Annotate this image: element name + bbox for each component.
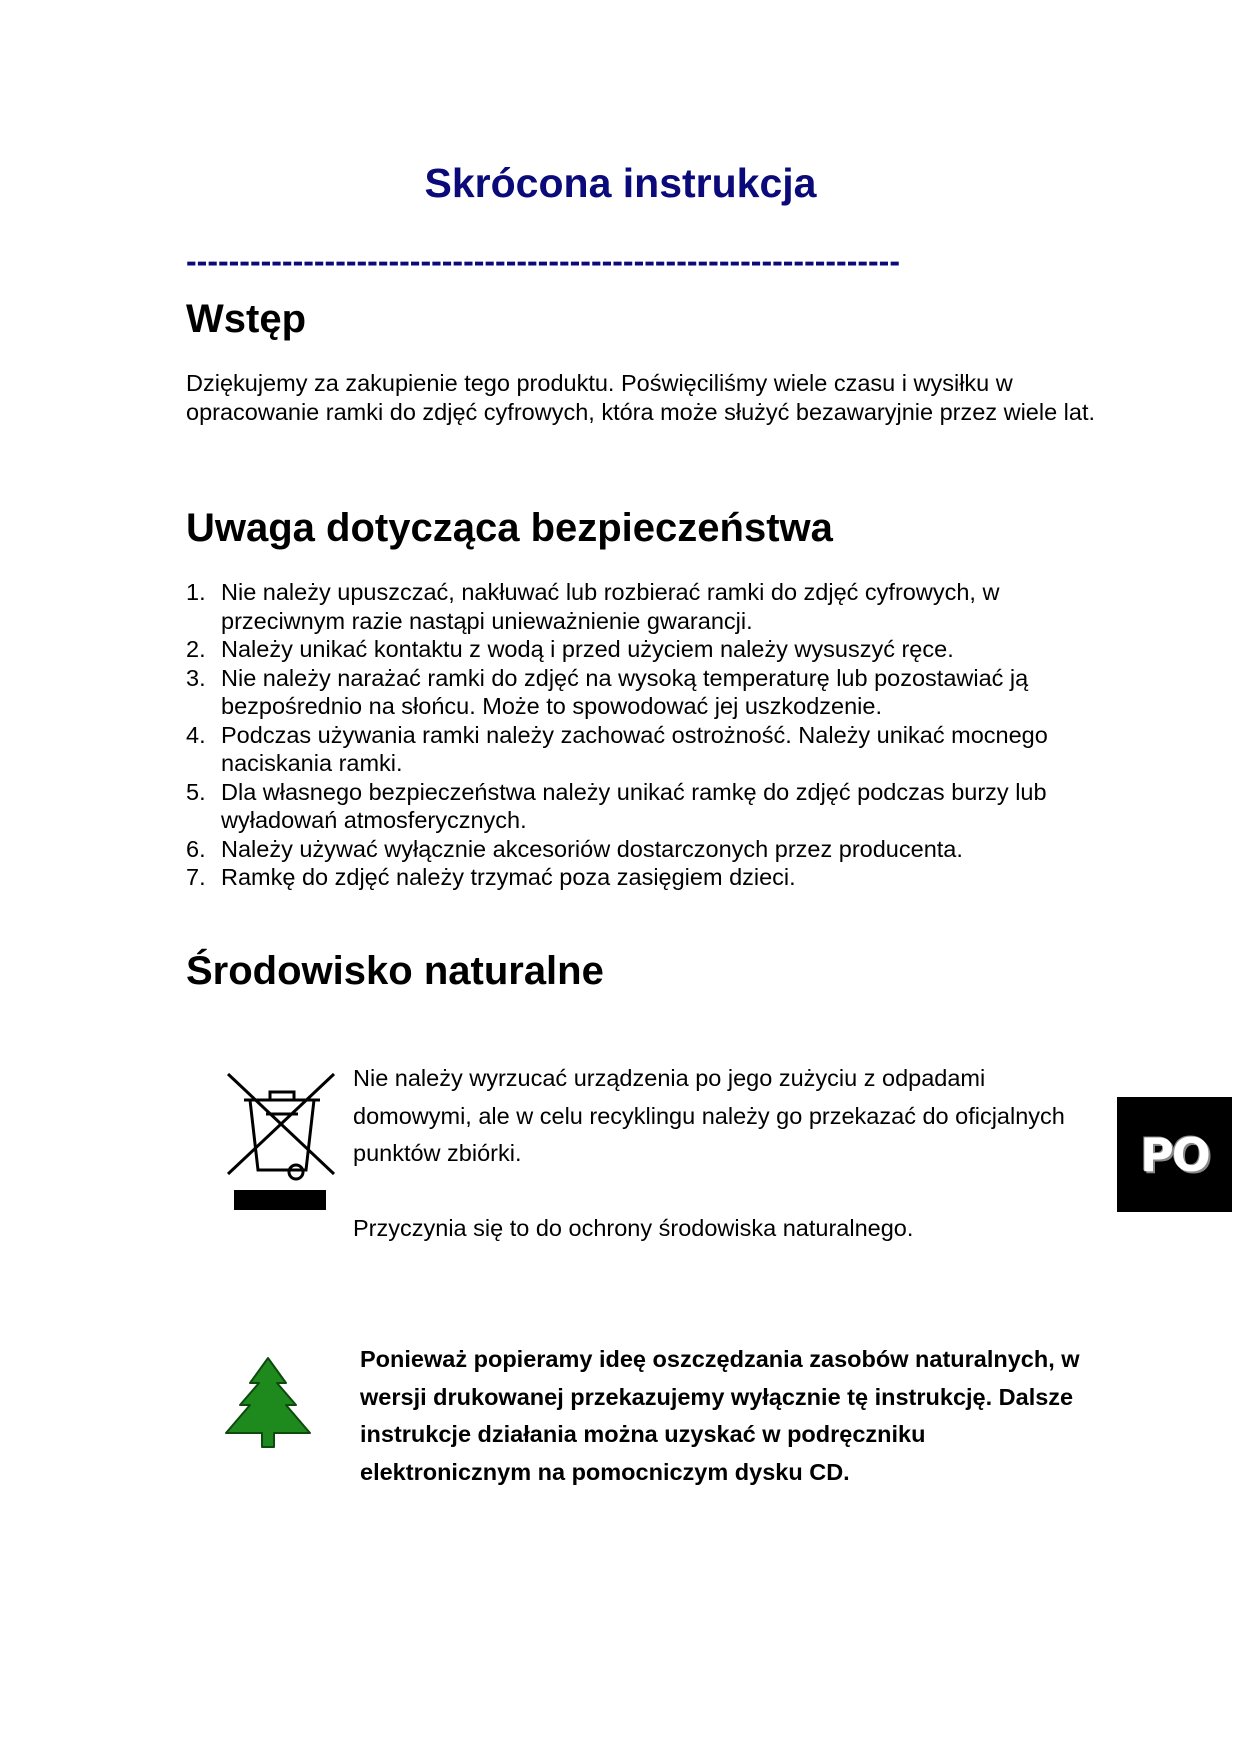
list-item: 5. Dla własnego bezpieczeństwa należy unikać ramkę do zdjęć podczas burzy lub wyładowań atmosferycznych.: [186, 778, 1047, 833]
reason-text: Przyczynia się to do ochrony środowiska naturalnego.: [353, 1215, 914, 1241]
environment-heading: Środowisko naturalne: [186, 949, 604, 993]
title-divider: -------------------------------------------------------------------: [186, 243, 900, 279]
list-item: 3. Nie należy narażać ramki do zdjęć na wysoką temperaturę lub pozostawiać ją bezpośrednio na słońcu. Może to spowodować jej uszkodzenie.: [186, 664, 1029, 719]
list-item: 7. Ramkę do zdjęć należy trzymać poza zasięgiem dzieci.: [186, 864, 796, 890]
page-title: Skrócona instrukcja: [424, 160, 817, 206]
crossed-out-wheelie-bin-icon: [222, 1070, 342, 1220]
green-tree-icon: [222, 1355, 314, 1455]
list-item: 4. Podczas używania ramki należy zachować ostrożność. Należy unikać mocnego naciskania ramki.: [186, 721, 1048, 776]
paper-saving-text: Ponieważ popieramy ideę oszczędzania zasobów naturalnych, w wersji drukowanej przekazujemy wyłącznie tę instrukcję. Dalsze instrukcje działania można uzyskać w podręczniku elektronicznym na pomocniczym dysku CD.: [360, 1346, 1080, 1485]
list-item: 2. Należy unikać kontaktu z wodą i przed użyciem należy wysuszyć ręce.: [186, 636, 954, 662]
disposal-text: Nie należy wyrzucać urządzenia po jego zużyciu z odpadami domowymi, ale w celu recyklingu należy go przekazać do oficjalnych punktów zbiórki.: [353, 1065, 1065, 1166]
intro-text: Dziękujemy za zakupienie tego produktu. Poświęciliśmy wiele czasu i wysiłku w opracowanie ramki do zdjęć cyfrowych, która może służyć bezawaryjnie przez wiele lat.: [186, 370, 1096, 425]
safety-list: [186, 578, 1116, 892]
list-item: 6. Należy używać wyłącznie akcesoriów dostarczonych przez producenta.: [186, 835, 963, 862]
intro-heading: Wstęp: [186, 297, 306, 341]
list-item: 1. Nie należy upuszczać, nakłuwać lub rozbierać ramki do zdjęć cyfrowych, w przeciwnym razie nastąpi unieważnienie gwarancji.: [186, 579, 1000, 634]
language-code: PO: [1140, 1127, 1209, 1182]
safety-heading: Uwaga dotycząca bezpieczeństwa: [186, 506, 833, 550]
language-tab: [1117, 1097, 1232, 1212]
